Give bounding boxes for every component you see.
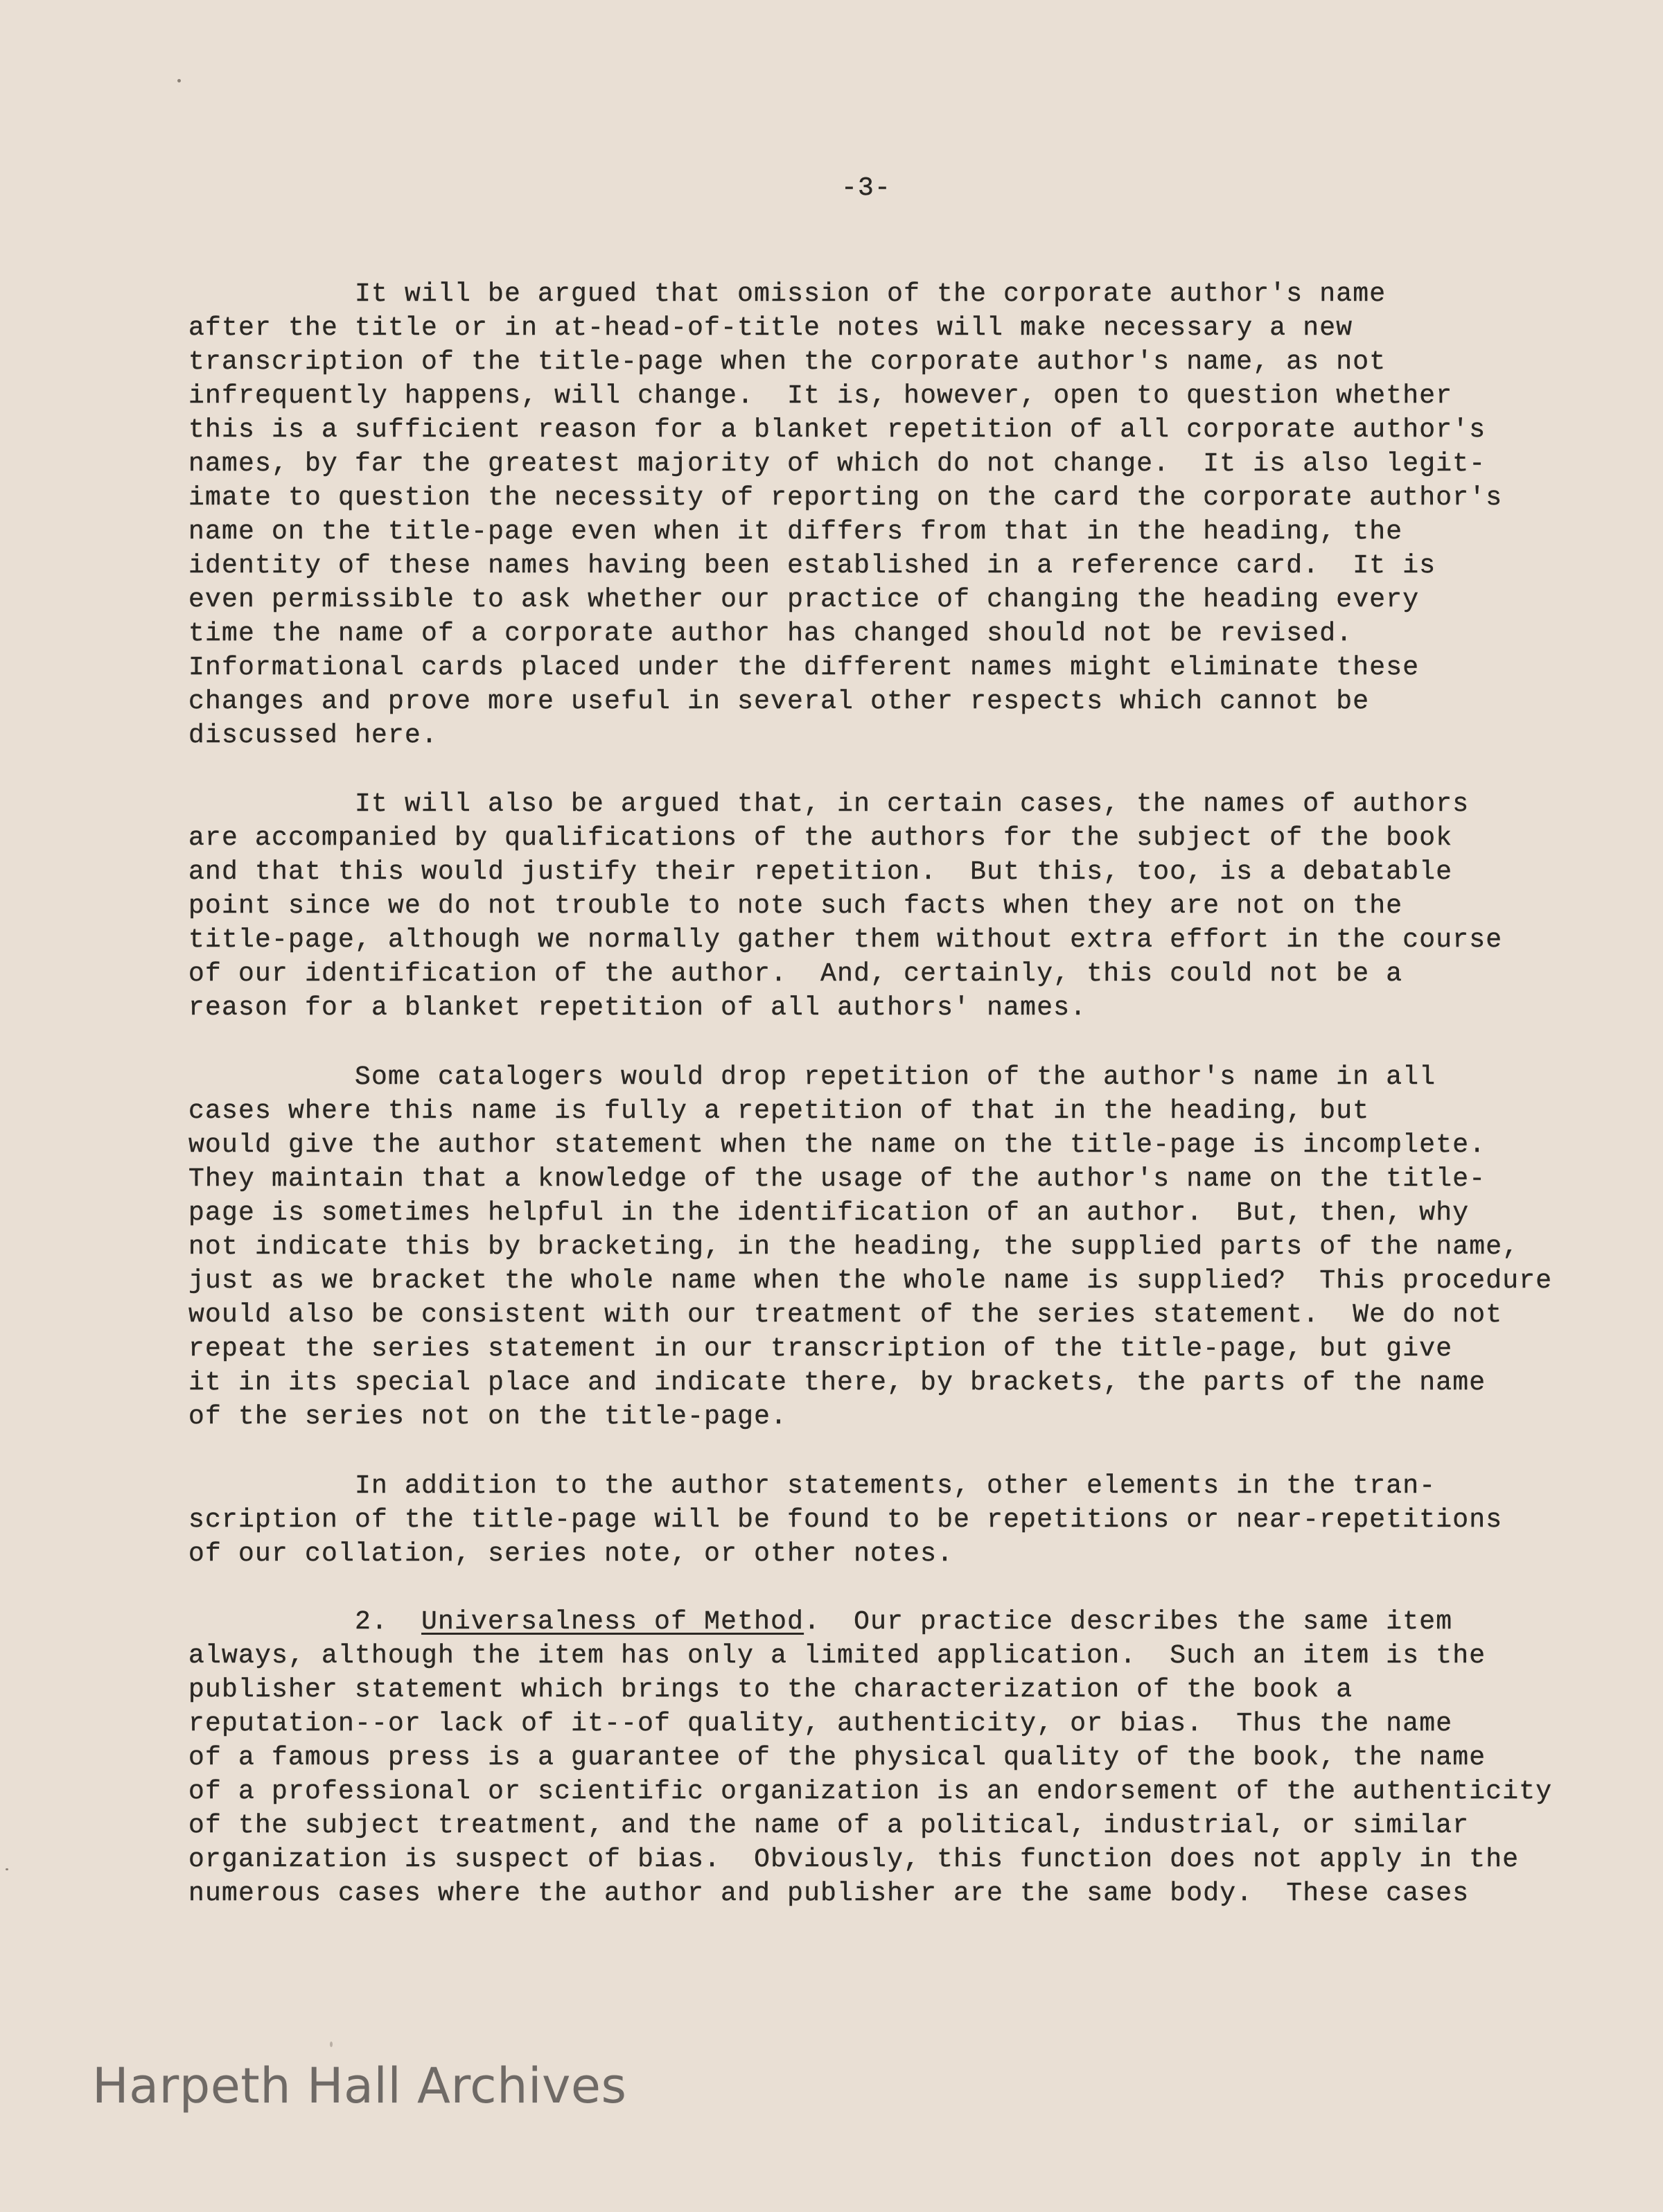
page-number: -3- [841, 173, 892, 203]
section-universalness-of-method [188, 1605, 1574, 1911]
text-line: it in its special place and indicate there, by brackets, the parts of the name [188, 1368, 1486, 1398]
text-line: of the subject treatment, and the name of a political, industrial, or similar [188, 1811, 1470, 1841]
text-line: They maintain that a knowledge of the usage of the author's name on the title- [188, 1164, 1486, 1194]
text-line: repeat the series statement in our transcription of the title-page, but give [188, 1334, 1453, 1364]
text-line: of a famous press is a guarantee of the physical quality of the book, the name [188, 1743, 1486, 1773]
text-line: title-page, although we normally gather them without extra effort in the course [188, 925, 1503, 955]
text-line: scription of the title-page will be found to be repetitions or near-repetitions [188, 1505, 1503, 1535]
text-line: reputation--or lack of it--of quality, authenticity, or bias. Thus the name [188, 1709, 1453, 1739]
text-line: this is a sufficient reason for a blanket repetition of all corporate author's [188, 415, 1486, 445]
archive-watermark: Harpeth Hall Archives [92, 2057, 627, 2114]
text-line: would give the author statement when the name on the title-page is incomplete. [188, 1130, 1486, 1160]
text-line: not indicate this by bracketing, in the heading, the supplied parts of the name, [188, 1232, 1520, 1262]
text-line: time the name of a corporate author has changed should not be revised. [188, 619, 1353, 649]
text-line: imate to question the necessity of reporting on the card the corporate author's [188, 483, 1503, 513]
section-first-line-text: . Our practice describes the same item [804, 1607, 1453, 1637]
text-line: transcription of the title-page when the corporate author's name, as not [188, 347, 1387, 377]
text-line: changes and prove more useful in several other respects which cannot be [188, 687, 1370, 717]
text-line: even permissible to ask whether our practice of changing the heading every [188, 585, 1420, 615]
text-line: discussed here. [188, 721, 439, 750]
text-line: organization is suspect of bias. Obviously, this function does not apply in the [188, 1845, 1520, 1875]
text-line: point since we do not trouble to note such facts when they are not on the [188, 891, 1403, 921]
text-line: numerous cases where the author and publisher are the same body. These cases [188, 1879, 1470, 1908]
paragraph-catalogers [188, 1060, 1574, 1434]
text-line: page is sometimes helpful in the identification of an author. But, then, why [188, 1198, 1470, 1228]
text-line: just as we bracket the whole name when the whole name is supplied? This procedure [188, 1266, 1553, 1296]
paragraph-author-qualifications [188, 787, 1574, 1025]
text-line: always, although the item has only a limited application. Such an item is the [188, 1641, 1486, 1671]
text-line: identity of these names having been established in a reference card. It is [188, 551, 1436, 581]
paragraph-corporate-author [188, 277, 1574, 753]
text-line: In addition to the author statements, other elements in the tran- [355, 1471, 1436, 1501]
text-line: after the title or in at-head-of-title notes will make necessary a new [188, 313, 1353, 343]
text-line: cases where this name is fully a repetition of that in the heading, but [188, 1096, 1370, 1126]
text-line: of our collation, series note, or other notes. [188, 1539, 954, 1569]
text-line: publisher statement which brings to the characterization of the book a [188, 1675, 1353, 1705]
section-number: 2. [355, 1607, 389, 1637]
text-line: of the series not on the title-page. [188, 1402, 788, 1432]
text-line: are accompanied by qualifications of the authors for the subject of the book [188, 823, 1453, 853]
text-line: names, by far the greatest majority of which do not change. It is also legit- [188, 449, 1486, 479]
section-heading: Universalness of Method [421, 1607, 804, 1637]
text-line: Some catalogers would drop repetition of the author's name in all [355, 1062, 1436, 1092]
text-line: of a professional or scientific organization is an endorsement of the authenticity [188, 1777, 1553, 1807]
text-line: reason for a blanket repetition of all authors' names. [188, 993, 1087, 1023]
text-line: It will also be argued that, in certain cases, the names of authors [355, 789, 1470, 819]
section-first-line [188, 1605, 1574, 1639]
text-line: of our identification of the author. And, certainly, this could not be a [188, 959, 1403, 989]
paper-speck [330, 2042, 333, 2047]
paper-speck [6, 1868, 8, 1870]
text-line: Informational cards placed under the different names might eliminate these [188, 653, 1420, 683]
text-line: and that this would justify their repetition. But this, too, is a debatable [188, 857, 1453, 887]
text-line: It will be argued that omission of the corporate author's name [355, 279, 1387, 309]
paragraph-other-elements [188, 1469, 1574, 1571]
text-line: would also be consistent with our treatment of the series statement. We do not [188, 1300, 1503, 1330]
text-line: infrequently happens, will change. It is, however, open to question whether [188, 381, 1453, 411]
paper-speck [177, 79, 181, 82]
text-line: name on the title-page even when it differs from that in the heading, the [188, 517, 1403, 547]
